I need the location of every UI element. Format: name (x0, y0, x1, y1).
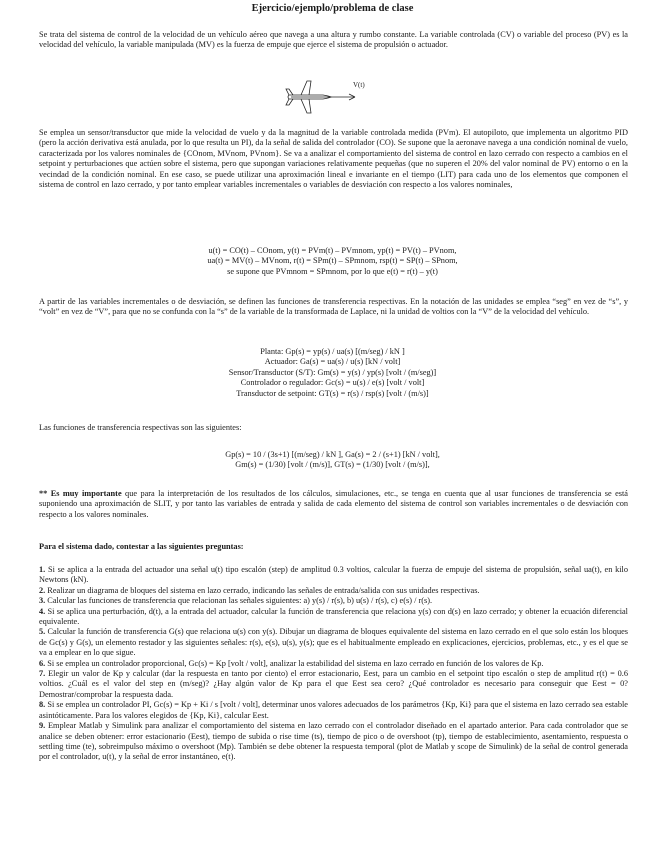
system-description-paragraph: Se emplea un sensor/transductor que mide la velocidad de vuelo y da la magnitud de la variable controlada medida (PVm). El autopiloto, que implementa un algoritmo PID (pero la acción derivativa está anulada, por lo que resulta un PI), da la señal de salida del controlador (CO). Se supone que la aeronave navega a una condición nominal de vuelo, caracterizada por los valores nominales de {COnom, MVnom, PVnom}. Se va a analizar el comportamiento del sistema de control en lazo cerrado con respecto a cambios en el setpoint y perturbaciones que actúen sobre el sistema, pero que supongan variaciones relativamente pequeñas (que no superen el 20% del valor nominal de PV) entorno o en la vecindad de la condición nominal. En ese caso, se puede utilizar una aproximación lineal e invariante en el tiempo (LIT) para cada uno de los elementos que componen el sistema de control en lazo cerrado, y por tanto emplear variables incrementales o variables de desviación con respecto a los valores nominales, (39, 128, 628, 190)
tf-definition-line: Sensor/Transductor (S/T): Gm(s) = y(s) / yp(s) [volt / (m/seg)] (228, 367, 437, 377)
tf-definition-line: Actuador: Ga(s) = ua(s) / u(s) [kN / volt] (264, 357, 401, 367)
equation-line: u(t) = CO(t) – COnom, y(t) = PVm(t) – PVmnom, yp(t) = PV(t) – PVnom, (208, 246, 457, 255)
intro-paragraph: Se trata del sistema de control de la velocidad de un vehículo aéreo que navega a una altura y rumbo constante. La variable controlada (CV) o variable del proceso (PV) es la velocidad del vehículo, la variable manipulada (MV) es la fuerza de empuje que ejerce el sistema de propulsión o actuador. (39, 30, 628, 50)
transfer-function-definitions (0, 347, 665, 399)
deviation-equations (0, 246, 665, 277)
tf-value-line: Gm(s) = (1/30) [volt / (m/s)], GT(s) = (1/30) [volt / (m/s)], (235, 460, 430, 470)
tf-definition-line: Controlador o regulador: Gc(s) = u(s) / e(s) [volt / volt] (240, 378, 425, 388)
aircraft-figure (283, 77, 373, 117)
tf-intro-paragraph: Las funciones de transferencia respectivas son las siguientes: (39, 423, 242, 432)
tf-definition-line: Transductor de setpoint: GT(s) = r(s) / rsp(s) [volt / (m/s)] (236, 388, 429, 398)
document-title: Ejercicio/ejemplo/problema de clase (251, 3, 414, 14)
questions-list (39, 565, 628, 763)
question-item: 4. Si se aplica una perturbación, d(t), a la entrada del actuador, calcular la función de transferencia que relaciona y(s) con d(s) en lazo cerrado; y obtener la ecuación diferencial equivalente. (39, 606, 628, 627)
tf-definition-line: Planta: Gp(s) = yp(s) / ua(s) [(m/seg) / kN ] (260, 347, 405, 356)
question-item: 2. Realizar un diagrama de bloques del sistema en lazo cerrado, indicando las señales de entrada/salida con sus unidades respectivas. (39, 585, 480, 595)
question-item: 1. Si se aplica a la entrada del actuador una señal u(t) tipo escalón (step) de amplitud 0.3 voltios, calcular la fuerza de empuje del sistema de propulsión, señal ua(t), en kilo Newtons (kN). (39, 565, 628, 585)
important-note-text: que para la interpretación de los resultados de los cálculos, simulaciones, etc., se tenga en cuenta que al usar funciones de transferencia se está suponiendo una aproximación de SLIT, y por tanto las variables de entrada y salida de cada elemento del sistema de control son variables incrementales o de desviación con respecto a los valores nominales. (39, 489, 628, 519)
question-item: 5. Calcular la función de transferencia G(s) que relaciona u(s) con y(s). Dibujar un diagrama de bloques equivalente del sistema en lazo cerrado en el que solo están los bloques de Gc(s) y G(s), un elemento restador y las siguientes señales: r(s), e(s), u(s), y(s); que es el habitualmente empleado en explicaciones, ejercicios, problemas, etc., y es el que se va a emplear en lo que sigue. (39, 627, 628, 658)
question-item: 6. Si se emplea un controlador proporcional, Gc(s) = Kp [volt / volt], analizar la estabilidad del sistema en lazo cerrado en función de los valores de Kp. (39, 658, 544, 668)
units-paragraph: A partir de las variables incrementales o de desviación, se definen las funciones de transferencia respectivas. En la notación de las unidades se emplea “seg” en vez de “s”, y “volt” en vez de “V”, para que no se confunda con la “s” de la variable de la transformada de Laplace, ni la unidad de voltios con la “V” de la velocidad del vehículo. (39, 297, 628, 317)
question-item: 3. Calcular las funciones de transferencia que relacionan las señales siguientes: a) y(s) / r(s), b) u(s) / r(s), c) e(s) / r(s). (39, 596, 433, 606)
question-item: 9. Emplear Matlab y Simulink para analizar el comportamiento del sistema en lazo cerrado con el controlador diseñado en el apartado anterior. Para cada controlador que se analice se deben obtener: error estacionario (Eest), tiempo de subida o rise time (ts), tiempo de pico o de overshoot (tp), tiempo de establecimiento, asentamiento, respuesta o settling time (te), sobreimpulso máximo o overshoot (Mp). También se debe obtener la respuesta temporal (plot de Matlab y scope de Simulink) de la señal de control generada por el controlador, u(t), y la señal de error instantáneo, e(t). (39, 721, 628, 762)
transfer-function-values (0, 450, 665, 471)
question-item: 7. Elegir un valor de Kp y calcular (dar la respuesta en tanto por ciento) el error estacionario, Eest, para un cambio en el setpoint tipo escalón o step de amplitud r(t) = 0.6 voltios. ¿Cuál es el valor del step en (m/seg)? ¿Hay algún valor de Kp para el que Eest sea cero? ¿Qué controlador es necesario para conseguir que Eest = 0? Demostrar/comprobar la respuesta dada. (39, 669, 628, 699)
velocity-label: V(t) (353, 81, 365, 89)
equation-line: ua(t) = MV(t) – MVnom, r(t) = SPm(t) – SPmnom, rsp(t) = SP(t) – SPnom, (207, 256, 458, 266)
questions-heading: Para el sistema dado, contestar a las siguientes preguntas: (39, 542, 244, 551)
important-note (39, 489, 628, 520)
important-note-emphasis: ** Es muy importante (39, 489, 122, 498)
question-item: 8. Si se emplea un controlador PI, Gc(s) = Kp + Ki / s [volt / volt], determinar unos valores adecuados de los parámetros {Kp, Ki} para que el sistema en lazo cerrado sea estable asintóticamente. Para los valores elegidos de {Kp, Ki}, calcular Eest. (39, 700, 628, 720)
tf-value-line: Gp(s) = 10 / (3s+1) [(m/seg) / kN ], Ga(s) = 2 / (s+1) [kN / volt], (225, 450, 440, 459)
equation-line: se supone que PVmnom = SPmnom, por lo que e(t) = r(t) – y(t) (227, 266, 438, 276)
